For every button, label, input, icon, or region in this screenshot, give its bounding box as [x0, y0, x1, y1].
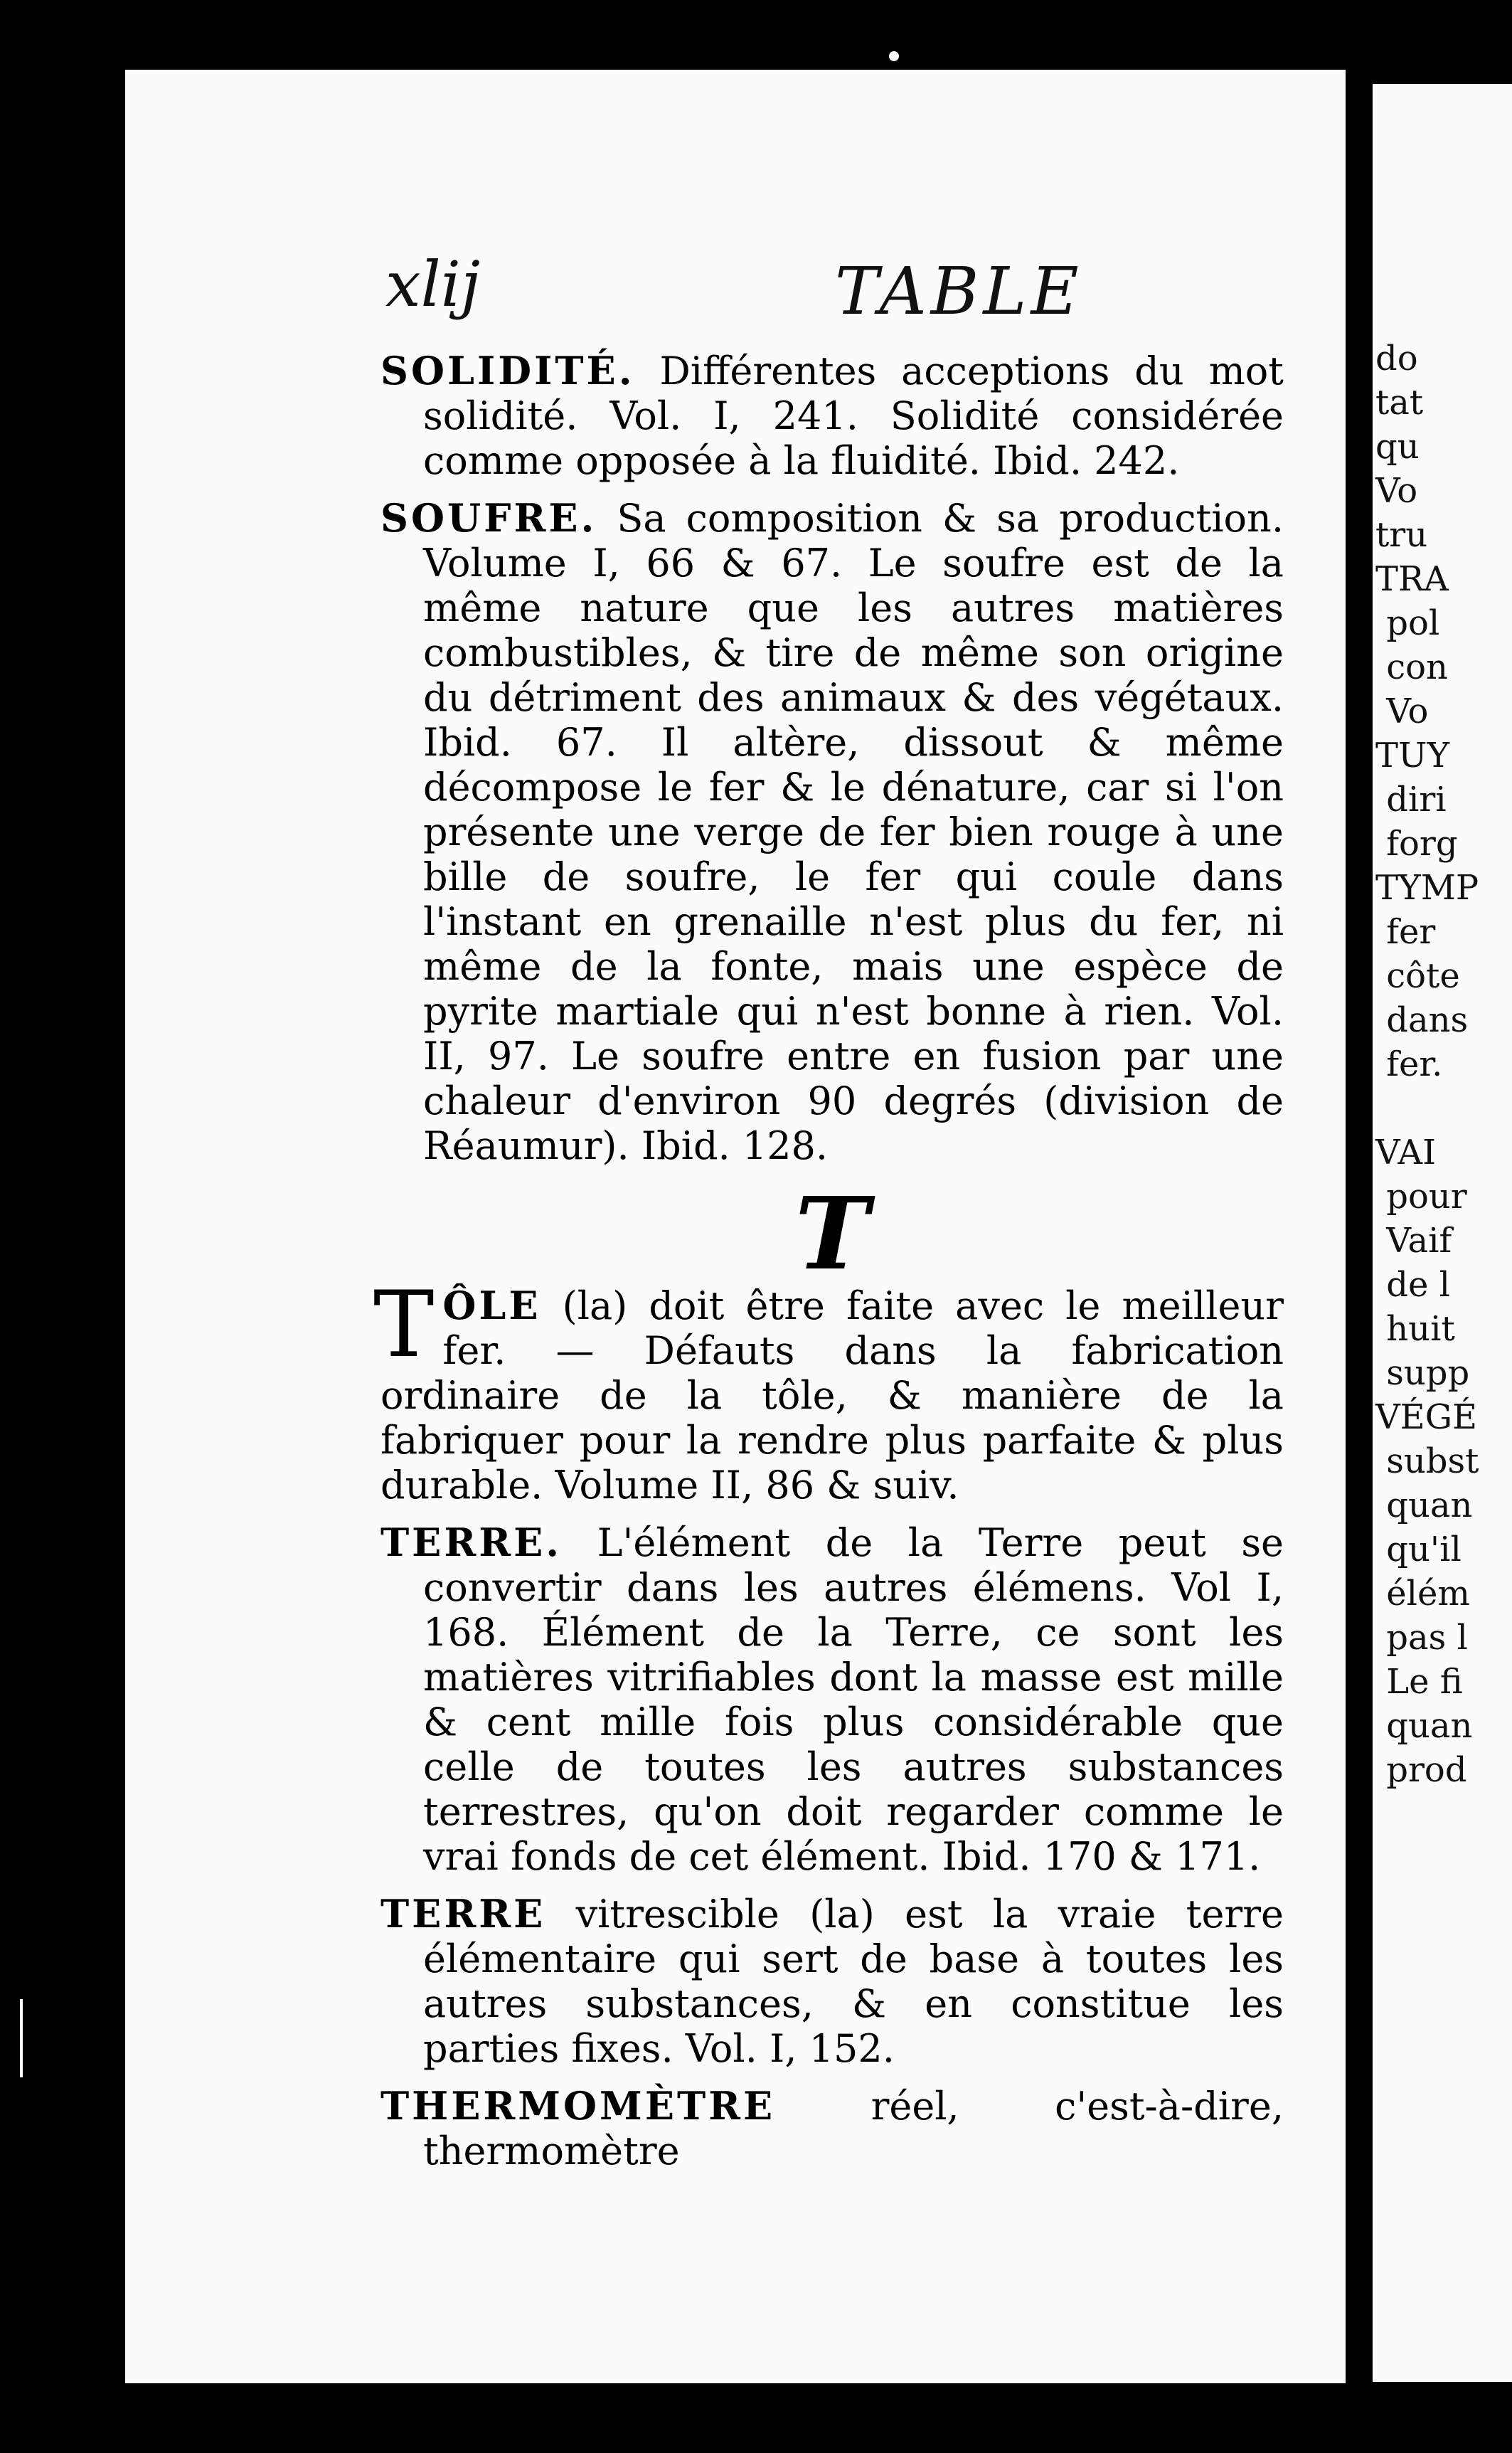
entry-heading: ÔLE	[442, 1283, 541, 1328]
drop-cap: T	[373, 1272, 435, 1378]
facing-page-line: qu	[1375, 427, 1420, 467]
facing-page-line: prod	[1375, 1750, 1467, 1790]
facing-page-line: VÉGÉ	[1375, 1397, 1478, 1437]
facing-page-line: fer	[1375, 912, 1436, 952]
index-entry	[380, 2084, 1284, 2173]
facing-page-line: Le fi	[1375, 1662, 1463, 1702]
entry-heading: TERRE	[380, 1891, 546, 1937]
facing-page-line: diri	[1375, 780, 1447, 820]
facing-page-line: fer.	[1375, 1044, 1443, 1084]
facing-page	[1373, 84, 1512, 2382]
facing-page-line: Vo	[1375, 471, 1418, 511]
facing-page-line: do	[1375, 339, 1418, 378]
section-letter: T	[794, 1176, 870, 1293]
facing-page-line: con	[1375, 647, 1448, 687]
facing-page-line: subst	[1375, 1441, 1479, 1481]
index-entry	[380, 496, 1284, 1168]
entry-heading: THERMOMÈTRE	[380, 2083, 776, 2129]
entry-heading: SOUFRE.	[380, 495, 597, 541]
facing-page-line: TUY	[1375, 736, 1450, 775]
entry-text: Différentes acceptions du mot solidité. Vol. I, 241. Solidité considérée comme opposée à la fluidité. Ibid. 242.	[423, 349, 1284, 483]
facing-page-line: TRA	[1375, 559, 1449, 599]
facing-page-line: tru	[1375, 515, 1428, 555]
entry-text: Sa composition & sa production. Volume I, 66 & 67. Le soufre est de la même nature que les autres matières combustibles, & tire de même son origine du détriment des animaux & des végétaux. Ibid. 67. Il altère, dissout & même décompose le fer & le dénature, car si l'on présente une verge de fer bien rouge à une bille de soufre, le fer qui coule dans l'instant en grenaille n'est plus du fer, ni même de la fonte, mais une espèce de pyrite martiale qui n'est bonne à rien. Vol. II, 97. Le soufre entre en fusion par une chaleur d'environ 90 degrés (division de Réaumur). Ibid. 128.	[423, 496, 1284, 1168]
index-entry-dropcap	[373, 1272, 1284, 1508]
facing-page-line: forg	[1375, 824, 1458, 864]
facing-page-line: quan	[1375, 1706, 1473, 1746]
facing-page-line: pol	[1375, 603, 1440, 643]
entry-heading: SOLIDITÉ.	[380, 348, 635, 393]
facing-page-line: VAI	[1375, 1133, 1437, 1172]
running-title: TABLE	[835, 253, 1083, 329]
facing-page-line: pas l	[1375, 1618, 1468, 1658]
facing-page-line: élém	[1375, 1574, 1470, 1614]
facing-page-line: pour	[1375, 1177, 1467, 1217]
facing-page-line: Vo	[1375, 692, 1429, 731]
facing-page-text	[1375, 337, 1512, 1792]
facing-page-line: qu'il	[1375, 1530, 1462, 1569]
facing-page-line: TYMP	[1375, 868, 1479, 908]
index-entry	[380, 1520, 1284, 1879]
entry-text: vitrescible (la) est la vraie terre élémentaire qui sert de base à toutes les autres substances, & en constitue les parties fixes. Vol. I, 152.	[423, 1892, 1284, 2071]
facing-page-line: de l	[1375, 1265, 1450, 1305]
facing-page-line	[1375, 1086, 1512, 1130]
facing-page-line: supp	[1375, 1353, 1470, 1393]
scan-mark	[889, 51, 899, 61]
entry-text: réel, c'est-à-dire, thermomètre	[423, 2084, 1284, 2173]
page-number: xlij	[385, 248, 481, 321]
scan-mark	[20, 1999, 23, 2077]
facing-page-line: dans	[1375, 1000, 1469, 1040]
index-entry	[380, 349, 1284, 483]
entry-text: L'élément de la Terre peut se convertir dans les autres élémens. Vol I, 168. Élément de la Terre, ce sont les matières vitrifiables dont la masse est mille & cent mille fois plus considérable que celle de toutes les autres substances terrestres, qu'on doit regarder comme le vrai fonds de cet élément. Ibid. 170 & 171.	[423, 1520, 1284, 1879]
entry-text: (la) doit être faite avec le meilleur fer. — Défauts dans la fabrication ordinaire de la tôle, & manière de la fabriquer pour la rendre plus parfaite & plus durable. Volume II, 86 & suiv.	[380, 1283, 1284, 1508]
facing-page-line: huit	[1375, 1309, 1455, 1349]
facing-page-line: quan	[1375, 1485, 1473, 1525]
facing-page-line: tat	[1375, 383, 1424, 423]
index-entry	[380, 1892, 1284, 2071]
facing-page-line: Vaif	[1375, 1221, 1452, 1261]
facing-page-line: côte	[1375, 956, 1460, 996]
entry-heading: TERRE.	[380, 1520, 563, 1565]
index-entries	[373, 348, 1284, 2186]
